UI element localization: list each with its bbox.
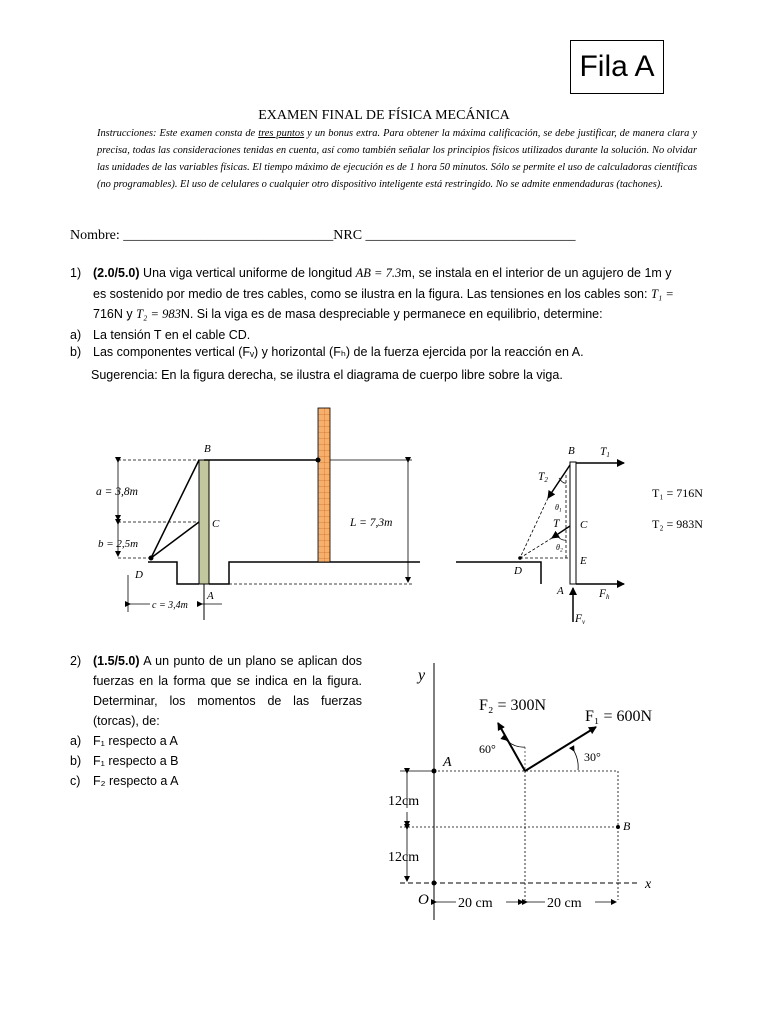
problem-2-text: A un punto de un plano se aplican dos fuerzas en la forma que se indica en la figura. Determinar, los momentos de las fuerzas (torcas), de: bbox=[93, 654, 362, 728]
label-angle-30: 30° bbox=[584, 750, 601, 764]
problem-1-ab-eq: AB = 7.3 bbox=[355, 266, 402, 280]
label-y-axis: y bbox=[418, 667, 426, 684]
problem-1-item-a: La tensión T en el cable CD. bbox=[93, 327, 251, 342]
fbd-theta2-arc bbox=[557, 536, 566, 540]
problem-1-item-b-label: b) bbox=[70, 344, 82, 359]
fbd-label-fv: Fv bbox=[575, 613, 586, 626]
fbd-beam bbox=[570, 462, 576, 584]
fbd-label-b: B bbox=[568, 445, 575, 457]
problem-2-item-c: F₂ respecto a A bbox=[93, 774, 179, 788]
angle-30-arc bbox=[574, 751, 578, 770]
label-f2: F₂ = 300N bbox=[479, 697, 547, 714]
label-c: C bbox=[212, 518, 220, 530]
problem-1-text-c: es sostenido por medio de tres cables, como se ilustra en la figura. Las tensiones en los cables son: bbox=[93, 286, 651, 301]
label-dim-c: c = 3,4m bbox=[152, 600, 188, 611]
point-b bbox=[616, 825, 620, 829]
problem-1-text-b: m, se instala en el interior de un agujero de 1m y bbox=[401, 266, 672, 280]
label-dy2: 12cm bbox=[388, 850, 420, 865]
problem-2 bbox=[70, 651, 362, 791]
label-d: D bbox=[135, 569, 143, 581]
problem-1-t2-eq: T₂ = 983 bbox=[136, 307, 181, 321]
problem-2-item-a-label: a) bbox=[70, 734, 82, 748]
problem-1-item-a-label: a) bbox=[70, 327, 82, 342]
wall-anchor-point bbox=[316, 458, 321, 463]
label-dim-l: L = 7,3m bbox=[350, 517, 393, 529]
brick-wall bbox=[318, 408, 330, 562]
fbd-t1-value: T₁ = 716N bbox=[652, 486, 703, 500]
fbd-label-a: A bbox=[557, 585, 564, 597]
problem-1-score: (2.0/5.0) bbox=[93, 266, 140, 280]
fbd-label-t: T bbox=[553, 518, 560, 530]
label-dy1: 12cm bbox=[388, 794, 420, 809]
fbd-label-d: D bbox=[514, 565, 522, 577]
label-dim-b: b = 2,5m bbox=[98, 538, 139, 550]
figure-1-left bbox=[96, 408, 420, 620]
problem-1-t1-eq: T₁ = bbox=[650, 286, 674, 301]
point-a bbox=[432, 769, 437, 774]
label-dx1: 20 cm bbox=[458, 896, 493, 911]
problem-2-number: 2) bbox=[70, 654, 82, 668]
fbd-label-t1: T1 bbox=[600, 446, 610, 459]
label-origin: O bbox=[418, 892, 429, 908]
figure-1-free-body-diagram bbox=[456, 445, 703, 626]
ground-right bbox=[209, 562, 420, 584]
exam-title: EXAMEN FINAL DE FÍSICA MECÁNICA bbox=[258, 108, 510, 123]
fbd-label-theta1: θ1 bbox=[555, 503, 562, 514]
fbd-label-t2: T2 bbox=[538, 471, 548, 484]
label-dx2: 20 cm bbox=[547, 896, 582, 911]
label-point-a: A bbox=[443, 755, 452, 770]
instructions-post: y un bonus extra. Para obtener la máxima calificación, se debe justificar, de manera clara y precisa, todas las consideraciones tenidas en cuenta, así como también señalar los principios físicos utilizados durante la solución. No olvidar las unidades de las variables físicas. El tiempo máximo de ejecución es de 1 hora 50 minutos. Sólo se permite el uso de calculadoras científicas (no programables). El uso de celulares o cualquier otro dispositivo inteligente está restringido. No se admite enmendaduras (tachones). bbox=[97, 128, 697, 190]
instructions-underlined: tres puntos bbox=[258, 128, 305, 139]
problem-1-text-e: N. Si la viga es de masa despreciable y permanece en equilibrio, determine: bbox=[180, 307, 603, 321]
fbd-t2-arrow bbox=[548, 465, 570, 498]
origin-point bbox=[432, 881, 437, 886]
label-angle-60: 60° bbox=[479, 742, 496, 756]
problem-2-item-a: F₁ respecto a A bbox=[93, 734, 178, 748]
problem-2-score: (1.5/5.0) bbox=[93, 654, 140, 668]
name-nrc-line: Nombre: ______________________________NRC ______________________________ bbox=[70, 228, 576, 243]
label-a: A bbox=[207, 590, 214, 602]
problem-1-item-b: Las componentes vertical (Fᵥ) y horizontal (Fₕ) de la fuerza ejercida por la reacción en A. bbox=[93, 344, 584, 359]
cable-d-b bbox=[151, 460, 199, 558]
problem-1-number: 1) bbox=[70, 266, 82, 280]
fbd-point-d bbox=[518, 556, 522, 560]
fbd-label-theta2: θ2 bbox=[556, 543, 563, 554]
fbd-label-fh: Fh bbox=[599, 588, 610, 601]
cable-d-c bbox=[151, 522, 199, 558]
vertical-beam bbox=[199, 460, 209, 584]
exam-row-badge: Fila A bbox=[570, 40, 664, 94]
problem-1-hint: Sugerencia: En la figura derecha, se ilustra el diagrama de cuerpo libre sobre la viga. bbox=[91, 368, 563, 382]
problem-2-item-b: F₁ respecto a B bbox=[93, 754, 179, 768]
problem-1-text-d: 716N y bbox=[93, 307, 137, 321]
label-b: B bbox=[204, 443, 211, 455]
problem-2-item-b-label: b) bbox=[70, 754, 82, 768]
fbd-ground bbox=[456, 562, 541, 584]
instructions-pre: Instrucciones: Este examen consta de bbox=[97, 128, 259, 139]
fbd-t2-value: T₂ = 983N bbox=[652, 517, 703, 531]
problem-2-item-c-label: c) bbox=[70, 774, 81, 788]
fbd-label-e: E bbox=[580, 555, 587, 567]
figure-2 bbox=[388, 663, 653, 920]
label-f1: F₁ = 600N bbox=[585, 708, 653, 725]
problem-1-text-a: Una viga vertical uniforme de longitud bbox=[139, 266, 356, 280]
force-f1-arrow bbox=[525, 727, 596, 771]
label-dim-a: a = 3,8m bbox=[96, 486, 138, 498]
label-x-axis: x bbox=[645, 877, 652, 892]
ground-left bbox=[148, 562, 199, 584]
label-point-b: B bbox=[623, 819, 631, 833]
fbd-label-c: C bbox=[580, 519, 588, 531]
